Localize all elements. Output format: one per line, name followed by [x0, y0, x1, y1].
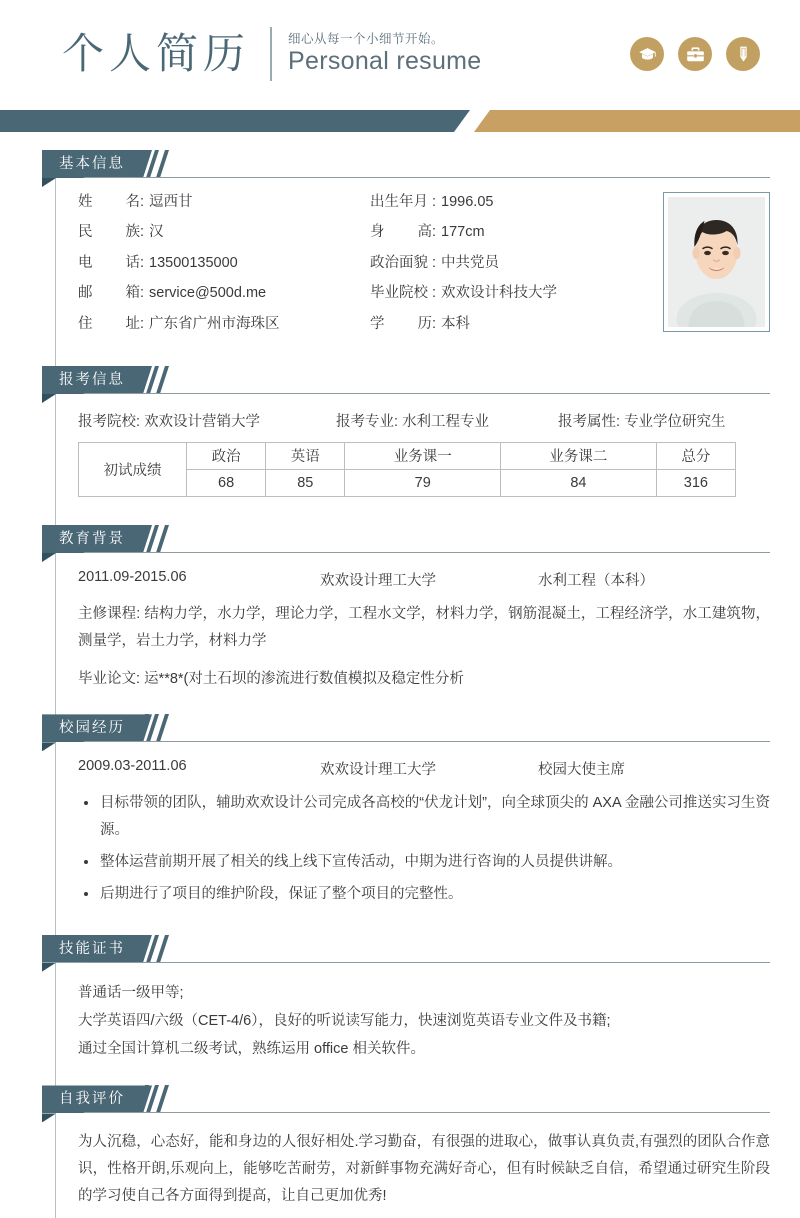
label-height-2: 高 [417, 224, 432, 241]
section-banner-basic [42, 150, 800, 178]
score-value-politics: 68 [187, 469, 266, 496]
banner-rule [84, 393, 770, 394]
label-height-1: 身 [370, 224, 385, 241]
value-political-status: 中共党员 [441, 254, 500, 271]
education-heading-row [78, 569, 770, 590]
pencil-icon [726, 37, 760, 71]
banner-rule [84, 741, 770, 742]
exam-field-school [78, 410, 336, 431]
label-degree-1: 学 [370, 315, 385, 332]
subtitle-cn: 细心从每一个小细节开始。 [288, 31, 445, 46]
label-birthdate-1: 出生年月 [370, 194, 428, 210]
section-exam-info [0, 366, 800, 505]
info-row-political-status: 政治面貌 : 中共党员 [370, 254, 500, 271]
skill-line-english: 大学英语四/六级（CET-4/6），良好的听说读写能力，快速浏览英语专业文件及书籍; [78, 1012, 611, 1029]
label-ethnicity-2: 族 [125, 224, 140, 241]
section-banner-education [42, 525, 800, 553]
value-graduated-school: 欢欢设计科技大学 [441, 285, 558, 302]
banner-stripes-icon [143, 935, 189, 963]
subtitle-en: Personal resume [288, 47, 482, 76]
exam-label-major: 报考专业: [336, 413, 399, 430]
score-row-label: 初试成绩 [79, 442, 187, 496]
section-title-selfeval: 自我评价 [59, 1091, 125, 1108]
page-title: 个人简历 [62, 30, 251, 77]
header-icon-group [630, 37, 760, 71]
header-divider-bar [0, 110, 800, 132]
education-school: 欢欢设计理工大学 [320, 572, 436, 589]
table-row-headers [79, 442, 736, 469]
value-address: 广东省广州市海珠区 [149, 315, 280, 332]
self-evaluation-body [56, 1113, 770, 1217]
score-header-major2: 业务课二 [501, 442, 657, 469]
section-title-exam: 报考信息 [59, 371, 125, 388]
exam-fields-row [78, 410, 770, 431]
label-degree-2: 历 [417, 315, 432, 332]
section-education [0, 525, 800, 700]
label-address-1: 住 [78, 315, 93, 332]
id-photo-image [668, 197, 765, 327]
self-evaluation-text: 为人沉稳，心态好，能和身边的人很好相处.学习勤奋，有很强的进取心，做事认真负责,有强烈的团队合作意识，性格开朗,乐观向上，能够吃苦耐劳，对新鲜事物充满好奇心，但有时候缺乏自信，希望通过研究生阶段的学习使自己各方面得到提高，让自己更加优秀! [78, 1134, 770, 1205]
briefcase-icon [678, 37, 712, 71]
exam-label-school: 报考院校: [78, 413, 141, 430]
info-row-address: 住 址 : 广东省广州市海珠区 [78, 315, 280, 332]
info-row-phone: 电 话 : 13500135000 [78, 254, 238, 271]
divider-teal [0, 110, 470, 132]
label-school-1: 毕业院校 [370, 285, 428, 302]
label-name-1: 姓 [78, 194, 93, 210]
banner-tail [42, 394, 56, 403]
banner-stripes-icon [143, 525, 189, 553]
score-header-major1: 业务课一 [345, 442, 501, 469]
banner-rule [84, 552, 770, 553]
score-header-politics: 政治 [187, 442, 266, 469]
score-value-major2: 84 [501, 469, 657, 496]
label-name-2: 名 [125, 194, 140, 210]
section-skills [0, 935, 800, 1072]
skill-line-computer: 通过全国计算机二级考试，熟练运用 office 相关软件。 [78, 1041, 425, 1058]
score-table [78, 442, 736, 497]
banner-stripes-icon [143, 366, 189, 394]
campus-body [56, 742, 770, 920]
section-title-campus: 校园经历 [59, 720, 125, 737]
education-body [56, 553, 770, 700]
section-title-basic: 基本信息 [59, 156, 125, 172]
value-birthdate: 1996.05 [441, 194, 494, 210]
info-row-graduated-school: 毕业院校 : 欢欢设计科技大学 [370, 285, 558, 302]
list-item: 后期进行了项目的维护阶段，保证了整个项目的完整性。 [78, 881, 770, 908]
banner-stripes-icon [143, 1085, 189, 1113]
banner-stripes-icon [143, 714, 189, 742]
basic-info-right-column [370, 194, 657, 346]
info-row-birthdate: 出生年月 : 1996.05 [370, 194, 494, 210]
avatar [663, 192, 770, 332]
score-header-english: 英语 [266, 442, 345, 469]
banner-rule [84, 1112, 770, 1113]
value-email: service@500d.me [149, 285, 267, 302]
exam-value-school: 欢欢设计营销大学 [144, 413, 261, 430]
label-email-1: 邮 [78, 285, 93, 302]
value-phone: 13500135000 [149, 254, 238, 271]
list-item: 目标带领的团队，辅助欢欢设计公司完成各高校的“伏龙计划”，向全球顶尖的 AXA 金融公司推送实习生资源。 [78, 790, 770, 844]
score-value-total: 316 [656, 469, 735, 496]
value-name: 逗西甘 [149, 194, 193, 210]
label-email-2: 箱 [125, 285, 140, 302]
banner-tail [42, 742, 56, 751]
info-row-height: 身 高 : 177cm [370, 224, 485, 241]
exam-field-attribute [558, 410, 726, 431]
section-title-skills: 技能证书 [59, 940, 125, 957]
value-degree: 本科 [441, 315, 471, 332]
banner-rule [84, 177, 770, 178]
score-value-english: 85 [266, 469, 345, 496]
label-ethnicity-1: 民 [78, 224, 93, 241]
section-basic-info [0, 150, 800, 354]
label-political-1: 政治面貌 [370, 254, 428, 271]
basic-info-body [56, 178, 770, 354]
score-value-major1: 79 [345, 469, 501, 496]
banner-stripes-icon [143, 150, 189, 178]
banner-tail [42, 963, 56, 972]
info-row-degree: 学 历 : 本科 [370, 315, 471, 332]
divider-gold [474, 110, 800, 132]
score-header-total: 总分 [656, 442, 735, 469]
education-period: 2011.09-2015.06 [78, 568, 187, 585]
page-header [0, 0, 800, 108]
section-banner-campus [42, 714, 800, 742]
exam-value-major: 水利工程专业 [402, 413, 490, 430]
section-campus-experience [0, 714, 800, 920]
campus-school: 欢欢设计理工大学 [320, 762, 436, 779]
exam-value-attribute: 专业学位研究生 [624, 413, 726, 430]
section-self-evaluation [0, 1085, 800, 1217]
campus-role: 校园大使主席 [538, 762, 625, 779]
title-divider [270, 27, 272, 81]
label-phone-2: 话 [125, 254, 140, 271]
basic-info-left-column [78, 194, 370, 346]
exam-label-attribute: 报考属性: [558, 413, 621, 430]
campus-heading-row [78, 758, 770, 779]
education-courses: 主修课程: 结构力学，水力学，理论力学，工程水文学，材料力学，钢筋混凝土，工程经济学，水工建筑物，测量学，岩土力学，材料力学 [78, 605, 770, 649]
education-major: 水利工程（本科） [538, 572, 654, 589]
info-row-email: 邮 箱 : service@500d.me [78, 285, 267, 302]
graduation-cap-icon [630, 37, 664, 71]
education-thesis: 毕业论文: 运**8*(对土石坝的渗流进行数值模拟及稳定性分析 [78, 670, 464, 687]
value-height: 177cm [441, 224, 485, 241]
section-title-education: 教育背景 [59, 530, 125, 547]
label-phone-1: 电 [78, 254, 93, 271]
exam-field-major [336, 410, 558, 431]
section-banner-selfeval [42, 1085, 800, 1113]
value-ethnicity: 汉 [149, 224, 164, 241]
banner-tail [42, 553, 56, 562]
campus-period: 2009.03-2011.06 [78, 758, 187, 775]
skill-line-mandarin: 普通话一级甲等; [78, 984, 184, 1001]
section-banner-skills [42, 935, 800, 963]
exam-info-body [56, 394, 770, 505]
info-row-name: 姓 名 : 逗西甘 [78, 194, 193, 210]
banner-tail [42, 1113, 56, 1122]
section-banner-exam [42, 366, 800, 394]
campus-bullet-list [78, 790, 770, 907]
list-item: 整体运营前期开展了相关的线上线下宣传活动，中期为进行咨询的人员提供讲解。 [78, 849, 770, 876]
banner-rule [84, 962, 770, 963]
label-address-2: 址 [125, 315, 140, 332]
banner-tail [42, 178, 56, 187]
skills-body [56, 963, 770, 1072]
info-row-ethnicity: 民 族 : 汉 [78, 224, 164, 241]
